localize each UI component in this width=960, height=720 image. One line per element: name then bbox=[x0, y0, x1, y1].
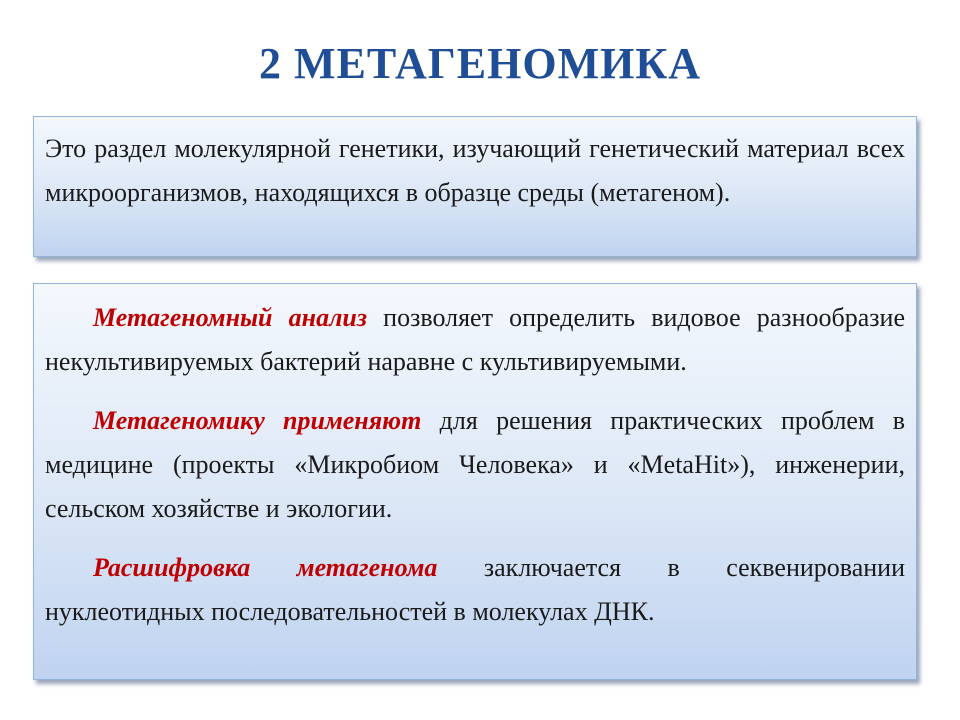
fact-term: Метагеномику применяют bbox=[93, 406, 422, 435]
fact-text: для решения практических проблем в медицине (проекты «Микробиом Человека» и «MetaHit»), инженерии, сельском хозяйстве и экологии. bbox=[45, 406, 905, 523]
definition-box bbox=[33, 116, 917, 257]
fact-paragraph-decoding bbox=[45, 546, 905, 634]
facts-box bbox=[33, 283, 917, 680]
definition-text: Это раздел молекулярной генетики, изучающий генетический материал всех микроорганизмов, находящихся в образце среды (метагеном). bbox=[45, 134, 905, 207]
slide-title: 2 МЕТАГЕНОМИКА bbox=[258, 39, 702, 88]
fact-term: Расшифровка метагенома bbox=[93, 553, 438, 582]
fact-text: заключается в секвенировании нуклеотидных последовательностей в молекулах ДНК. bbox=[45, 553, 905, 626]
fact-term: Метагеномный анализ bbox=[93, 303, 368, 332]
fact-text: позволяет определить видовое разнообразие некультивируемых бактерий наравне с культивируемыми. bbox=[45, 303, 905, 376]
fact-paragraph-applications bbox=[45, 399, 905, 531]
fact-paragraph-analysis bbox=[45, 296, 905, 384]
